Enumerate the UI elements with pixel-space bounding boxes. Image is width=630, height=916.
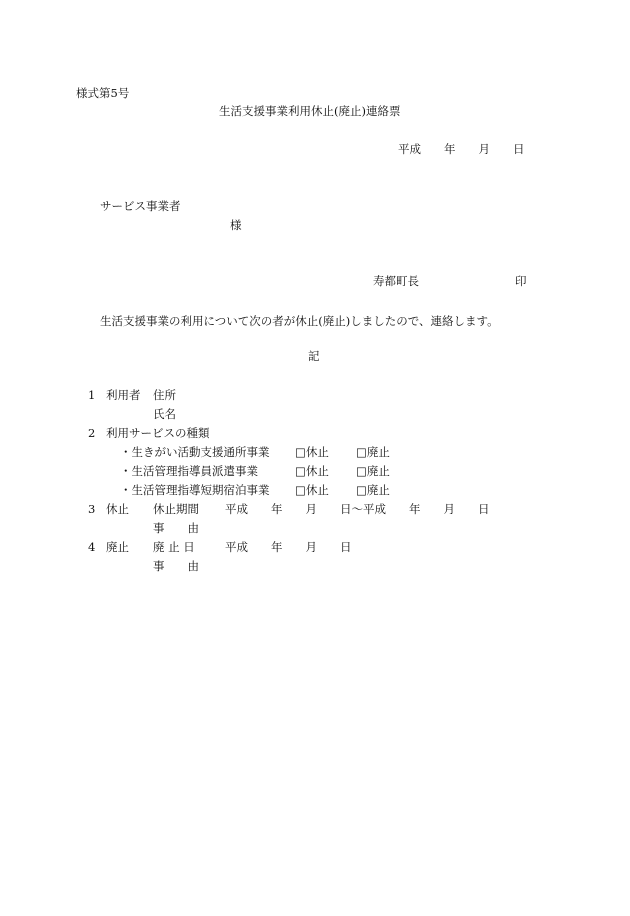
pause-period-value: 平成 年 月 日～平成 年 月 日 xyxy=(225,502,490,516)
address-label: 住所 xyxy=(153,388,176,402)
pause-period-label: 休止期間 xyxy=(153,502,199,516)
sender-name: 寿都町長 xyxy=(373,274,419,288)
name-label: 氏名 xyxy=(153,407,176,421)
service-3-name: ・生活管理指導短期宿泊事業 xyxy=(120,483,270,497)
date-line: 平成 年 月 日 xyxy=(398,142,525,156)
abolish-reason-label: 事 由 xyxy=(153,559,199,573)
service-1-pause-checkbox[interactable]: □休止 xyxy=(295,445,329,459)
item-1-number: 1 xyxy=(88,388,96,402)
intro-text: 生活支援事業の利用について次の者が休止(廃止)しましたので、連絡します。 xyxy=(100,314,499,328)
item-2-number: 2 xyxy=(88,426,96,440)
abolish-date-label: 廃 止 日 xyxy=(153,540,195,554)
service-3-abolish-checkbox[interactable]: □廃止 xyxy=(356,483,390,497)
recipient-honorific: 様 xyxy=(230,218,242,232)
service-2-name: ・生活管理指導員派遣事業 xyxy=(120,464,258,478)
item-2-label: 利用サービスの種類 xyxy=(106,426,210,440)
service-2-abolish-checkbox[interactable]: □廃止 xyxy=(356,464,390,478)
ki-heading: 記 xyxy=(308,349,320,363)
item-4-number: 4 xyxy=(88,540,96,554)
item-4-label: 廃止 xyxy=(106,540,129,554)
item-3-number: 3 xyxy=(88,502,96,516)
service-3-pause-checkbox[interactable]: □休止 xyxy=(295,483,329,497)
abolish-date-value: 平成 年 月 日 xyxy=(225,540,352,554)
service-1-abolish-checkbox[interactable]: □廃止 xyxy=(356,445,390,459)
form-number: 様式第5号 xyxy=(76,86,130,100)
item-3-label: 休止 xyxy=(106,502,129,516)
recipient-label: サービス事業者 xyxy=(100,199,181,213)
pause-reason-label: 事 由 xyxy=(153,521,199,535)
item-1-label: 利用者 xyxy=(106,388,141,402)
seal-mark: 印 xyxy=(515,274,527,288)
service-2-pause-checkbox[interactable]: □休止 xyxy=(295,464,329,478)
document-title: 生活支援事業利用休止(廃止)連絡票 xyxy=(219,104,401,118)
service-1-name: ・生きがい活動支援通所事業 xyxy=(120,445,270,459)
